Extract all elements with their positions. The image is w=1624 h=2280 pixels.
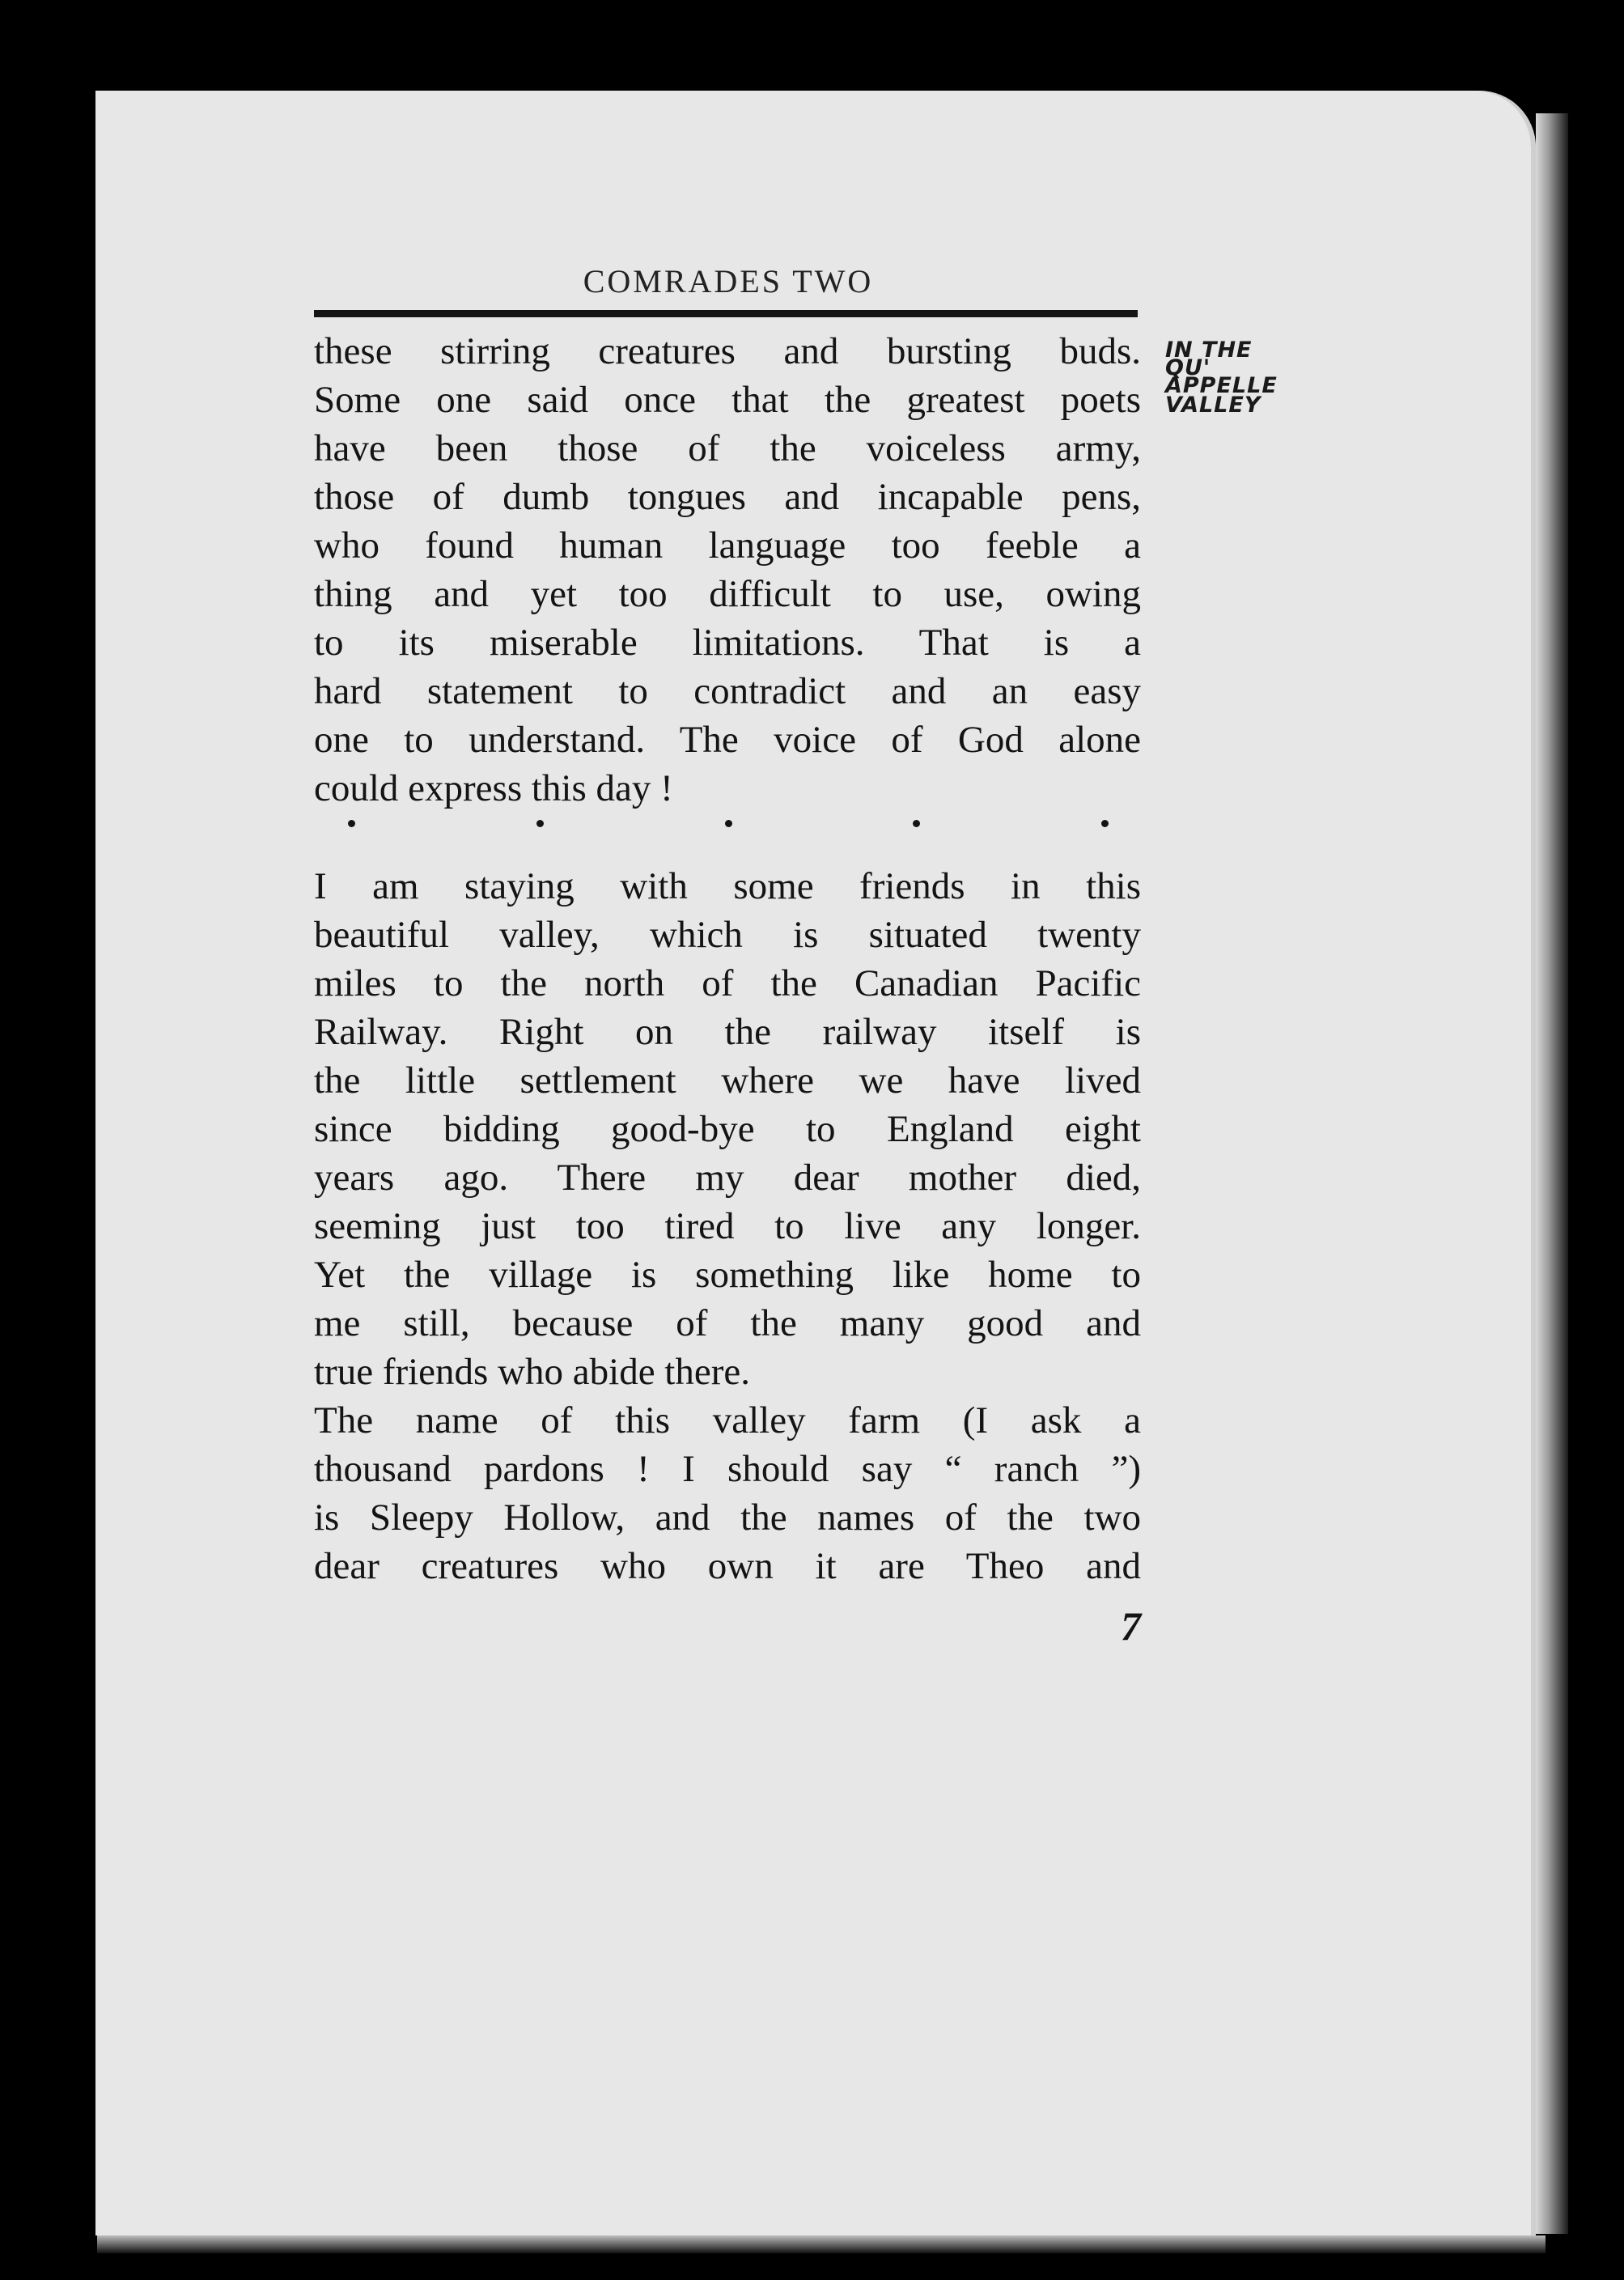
text-line: could express this day ! <box>314 767 673 809</box>
section-break-dot <box>913 820 920 827</box>
page-binding-edge <box>1536 113 1568 2234</box>
text-line: have been those of the voiceless army, <box>314 427 1141 469</box>
text-line: true friends who abide there. <box>314 1351 750 1393</box>
section-break-dot <box>348 820 355 827</box>
text-line: I am staying with some friends in this <box>314 865 1141 907</box>
text-line: dear creatures who own it are Theo and <box>314 1545 1141 1587</box>
text-line: me still, because of the many good and <box>314 1302 1141 1344</box>
page-number: 7 <box>1121 1603 1141 1649</box>
text-line: since bidding good-bye to England eight <box>314 1108 1141 1150</box>
paragraph-1 <box>314 327 1141 813</box>
text-line: Some one said once that the greatest poets <box>314 379 1141 421</box>
paragraph-2-and-3 <box>314 862 1141 1590</box>
section-break-dot <box>1101 820 1109 827</box>
running-head: COMRADES TWO <box>583 263 874 299</box>
text-line: beautiful valley, which is situated twenty <box>314 914 1141 956</box>
text-line: The name of this valley farm (I ask a <box>314 1399 1141 1441</box>
section-break-dots <box>348 820 1109 827</box>
margin-note <box>1165 338 1327 418</box>
margin-note-line: QU' <box>1165 355 1211 380</box>
margin-note-line: IN THE <box>1165 338 1253 363</box>
text-line: one to understand. The voice of God alone <box>314 719 1141 761</box>
text-line: is Sleepy Hollow, and the names of the two <box>314 1497 1141 1539</box>
text-line: who found human language too feeble a <box>314 524 1141 567</box>
margin-note-line: APPELLE <box>1165 373 1278 398</box>
section-break-dot <box>725 820 732 827</box>
page-bottom-edge <box>97 2235 1546 2253</box>
text-line: thousand pardons ! I should say “ ranch ”) <box>314 1448 1141 1490</box>
text-line: hard statement to contradict and an easy <box>314 670 1141 712</box>
header-rule <box>314 310 1138 317</box>
text-line: Yet the village is something like home to <box>314 1254 1141 1296</box>
text-line: seeming just too tired to live any longer. <box>314 1205 1141 1247</box>
text-line: these stirring creatures and bursting buds. <box>314 330 1141 372</box>
margin-note-line: VALLEY <box>1165 393 1261 418</box>
text-line: miles to the north of the Canadian Pacific <box>314 962 1141 1004</box>
text-line: the little settlement where we have lived <box>314 1059 1141 1102</box>
text-line: thing and yet too difficult to use, owing <box>314 573 1141 615</box>
text-line: to its miserable limitations. That is a <box>314 622 1141 664</box>
section-break-dot <box>536 820 544 827</box>
text-line: those of dumb tongues and incapable pens, <box>314 476 1141 518</box>
text-line: Railway. Right on the railway itself is <box>314 1011 1141 1053</box>
text-line: years ago. There my dear mother died, <box>314 1157 1141 1199</box>
